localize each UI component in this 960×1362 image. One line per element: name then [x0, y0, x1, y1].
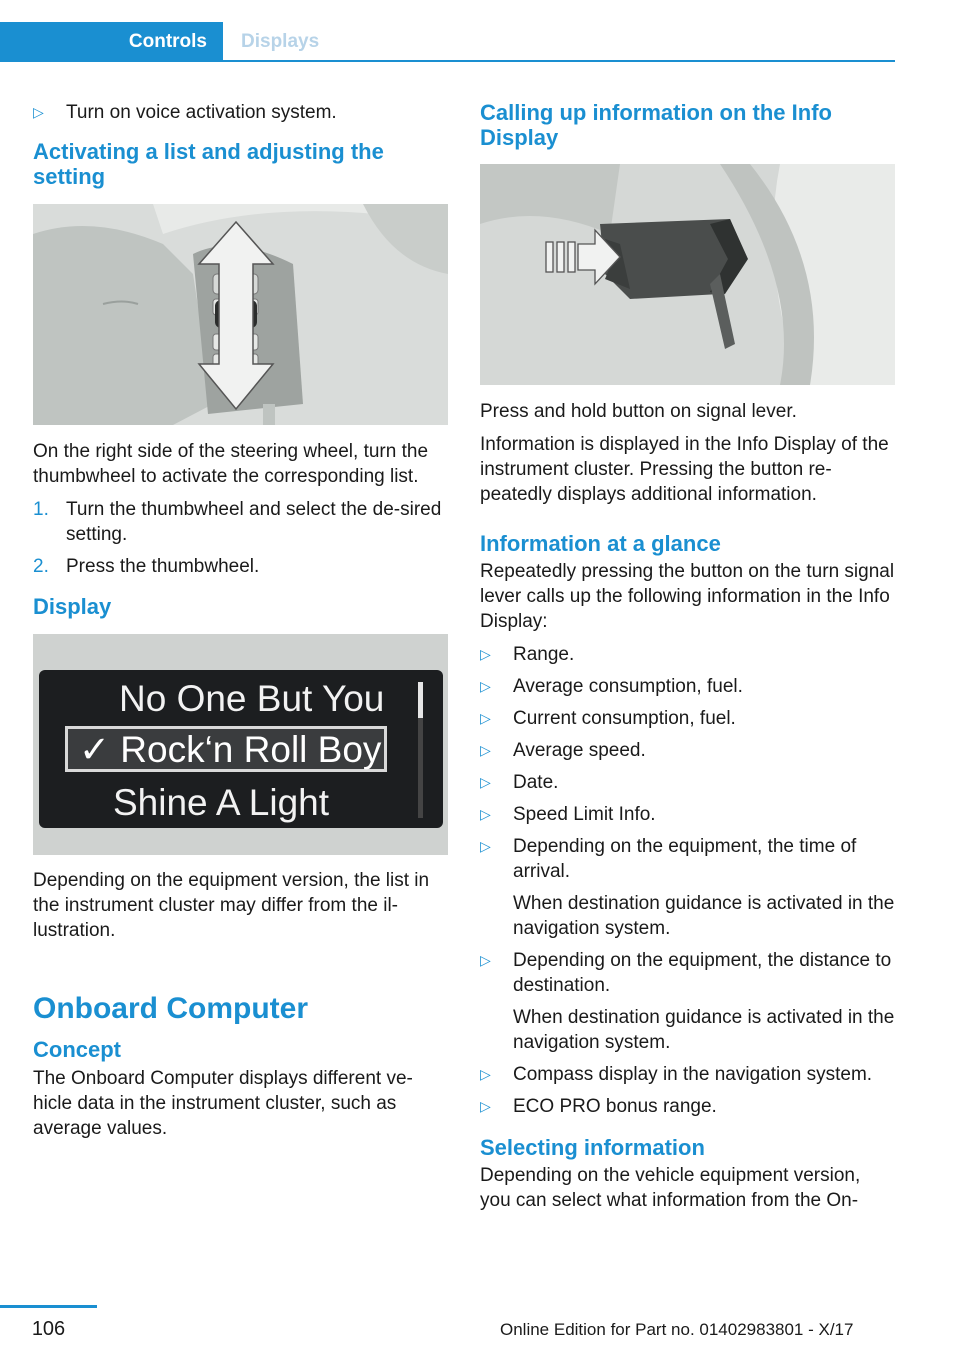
triangle-bullet-icon: ▷ [480, 678, 491, 694]
list-item-text: Average speed. [513, 740, 646, 761]
left-column [33, 100, 448, 1149]
triangle-bullet-icon: ▷ [480, 710, 491, 726]
list-item-text: Depending on the equipment, the time of arrival. [513, 836, 857, 882]
bullet-text: Turn on voice activation system. [66, 102, 337, 123]
triangle-bullet-icon: ▷ [480, 806, 491, 822]
display-list-item: No One But You [119, 678, 385, 719]
list-item [480, 674, 895, 699]
press-hold-paragraph: Press and hold button on signal lever. [480, 401, 797, 422]
tab-displays[interactable]: Displays [241, 31, 320, 52]
heading-selecting-information: Selecting information [480, 1135, 705, 1160]
triangle-bullet-icon: ▷ [480, 742, 491, 758]
list-item-text: Speed Limit Info. [513, 804, 656, 825]
scrollbar-track [418, 718, 423, 818]
scrollbar-thumb [418, 682, 423, 718]
triangle-bullet-icon: ▷ [480, 838, 491, 854]
list-item [480, 948, 895, 998]
display-list-item: Shine A Light [113, 782, 330, 823]
list-item-text: Depending on the equipment, the distance to destination. [513, 950, 892, 996]
bullet-item [33, 100, 448, 125]
step-number: 1. [33, 499, 49, 520]
list-item-text: Range. [513, 644, 575, 665]
list-item-subtext: When destination guidance is activated in the navigation system. [513, 893, 895, 939]
heading-calling-info: Calling up information on the Info Display [480, 100, 832, 150]
step-item [33, 497, 448, 547]
list-item [480, 738, 895, 763]
triangle-bullet-icon: ▷ [480, 952, 491, 968]
tab-controls[interactable]: Controls [0, 22, 223, 62]
list-item-subtext: When destination guidance is activated in the navigation system. [513, 1007, 895, 1053]
heading-display: Display [33, 594, 112, 619]
page-number: 106 [31, 1318, 66, 1340]
concept-paragraph: The Onboard Computer displays different ve‐hicle data in the instrument cluster, such as average values. [33, 1068, 413, 1139]
tab-divider [223, 60, 895, 62]
heading-activating-list: Activating a list and adjusting the setting [33, 139, 384, 189]
step-text: Press the thumbwheel. [66, 556, 260, 577]
list-item-text: Current consumption, fuel. [513, 708, 736, 729]
triangle-bullet-icon: ▷ [33, 104, 44, 120]
display-list-item-selected: ✓ Rock‘n Roll Boy [79, 729, 382, 770]
list-item [480, 834, 895, 884]
list-item [480, 706, 895, 731]
thumbwheel-paragraph: On the right side of the steering wheel, turn the thumbwheel to activate the corresponding list. [33, 441, 429, 487]
list-item-text: ECO PRO bonus range. [513, 1096, 717, 1117]
list-item-text: Average consumption, fuel. [513, 676, 743, 697]
display-paragraph: Depending on the equipment version, the list in the instrument cluster may differ from the il‐lustration. [33, 870, 430, 941]
glance-paragraph: Repeatedly pressing the button on the turn signal lever calls up the following information in the Info Display: [480, 561, 895, 632]
chapter-tabs [0, 22, 895, 62]
triangle-bullet-icon: ▷ [480, 1066, 491, 1082]
list-item-text: Date. [513, 772, 559, 793]
list-item-text: Compass display in the navigation system. [513, 1064, 873, 1085]
info-display-paragraph: Information is displayed in the Info Display of the instrument cluster. Pressing the button re‐peatedly displays additional information. [480, 434, 889, 505]
heading-onboard-computer: Onboard Computer [33, 992, 308, 1025]
footer-rule [0, 1305, 97, 1308]
step-number: 2. [33, 556, 49, 577]
list-item [480, 770, 895, 795]
edition-note: Online Edition for Part no. 01402983801 - X/17 [500, 1320, 854, 1339]
triangle-bullet-icon: ▷ [480, 1098, 491, 1114]
list-item [480, 802, 895, 827]
right-column [480, 100, 895, 1221]
step-item [33, 554, 448, 579]
step-text: Turn the thumbwheel and select the de‐sired setting. [66, 499, 442, 545]
display-list-figure [33, 634, 448, 855]
cluster-screen [39, 670, 443, 828]
info-bullet-list [480, 642, 895, 1119]
selecting-paragraph: Depending on the vehicle equipment version, you can select what information from the On‐ [480, 1165, 861, 1211]
list-item [480, 1062, 895, 1087]
heading-concept: Concept [33, 1037, 121, 1062]
triangle-bullet-icon: ▷ [480, 774, 491, 790]
list-item [480, 1094, 895, 1119]
list-item [480, 642, 895, 667]
heading-information-glance: Information at a glance [480, 531, 721, 556]
triangle-bullet-icon: ▷ [480, 646, 491, 662]
signal-lever-figure [480, 164, 895, 385]
steering-wheel-figure [33, 204, 448, 425]
